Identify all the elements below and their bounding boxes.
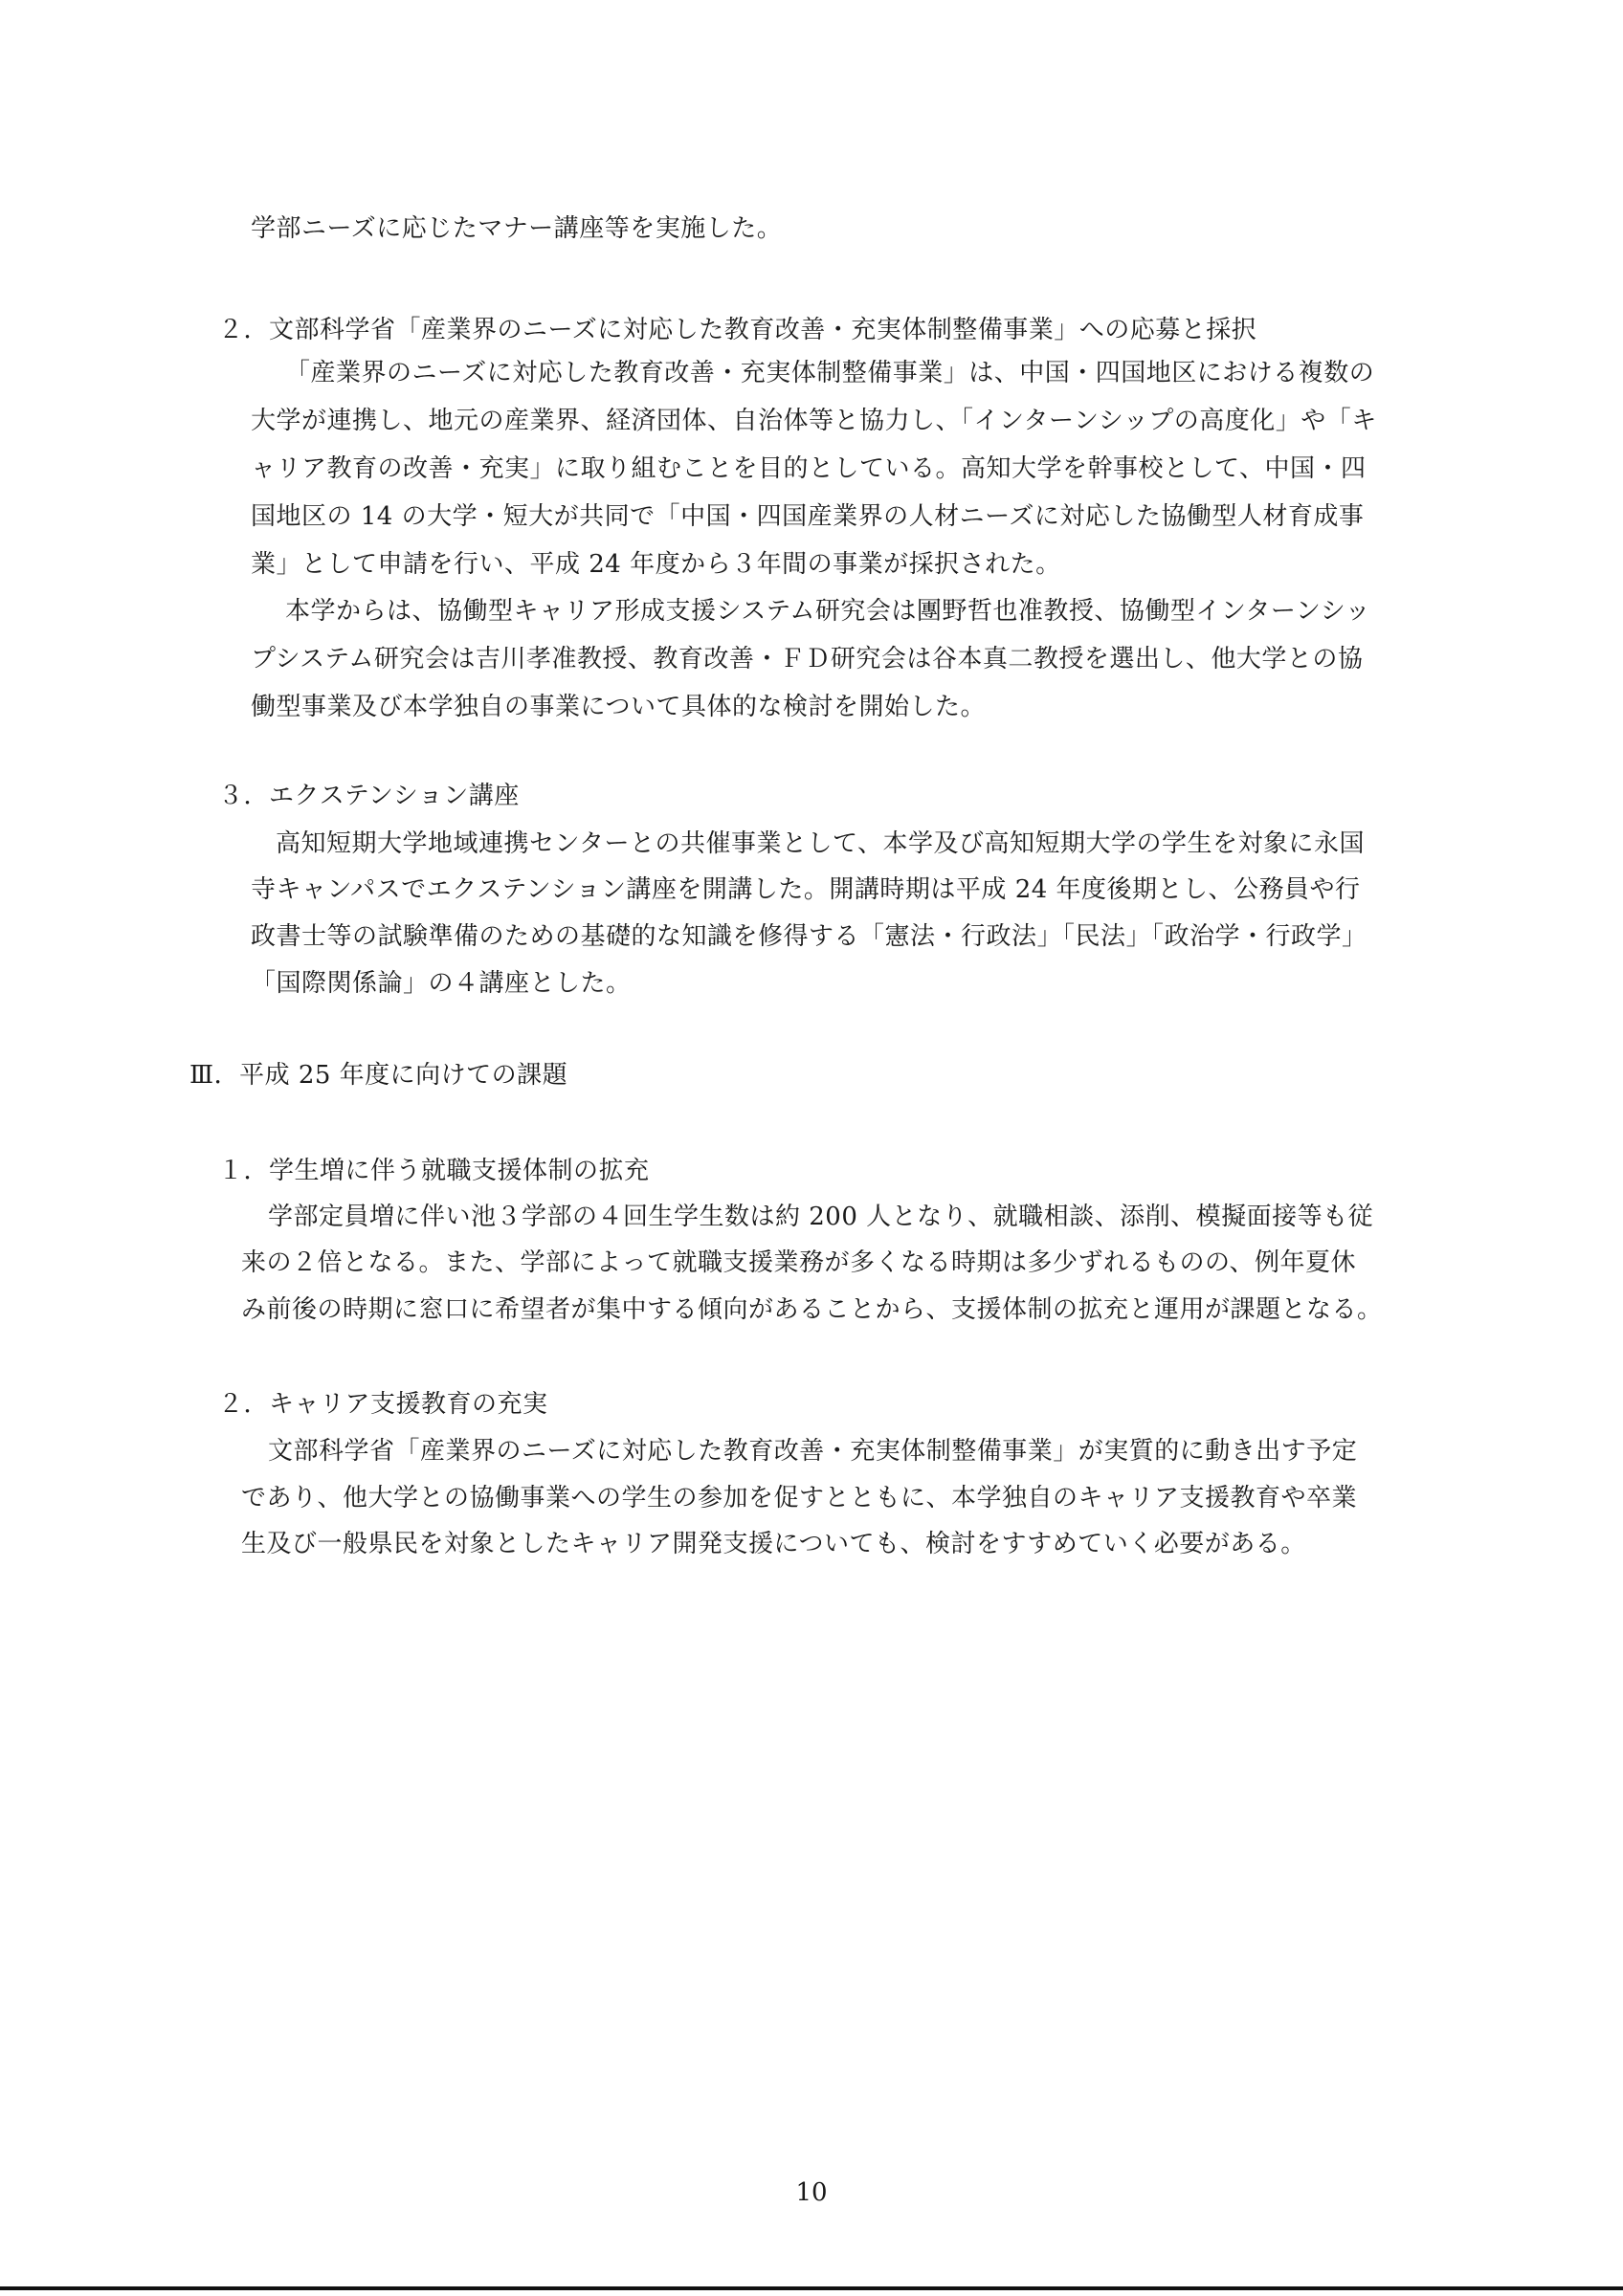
issue-2-paragraph-line: 文部科学省「産業界のニーズに対応した教育改善・充実体制整備事業」が実質的に動き出す予定	[268, 1437, 1358, 1466]
issue-1-heading: １．学生増に伴う就職支援体制の拡充	[218, 1157, 650, 1185]
section-3-paragraph-line: 高知短期大学地域連携センターとの共催事業として、本学及び高知短期大学の学生を対象に永国	[276, 829, 1365, 858]
bottom-rule	[0, 2286, 1623, 2290]
section-3-paragraph-line: 「国際関係論」の４講座とした。	[251, 969, 632, 998]
issue-2-paragraph-line: であり、他大学との協働事業への学生の参加を促すとともに、本学独自のキャリア支援教育や卒業	[241, 1484, 1358, 1512]
section-2-paragraph-1-line: 国地区の 14 の大学・短大が共同で「中国・四国産業界の人材ニーズに対応した協働型人材育成事	[251, 502, 1365, 531]
issue-1-paragraph-line: 学部定員増に伴い池３学部の４回生学生数は約 200 人となり、就職相談、添削、模擬面接等も従	[268, 1203, 1374, 1231]
intro-line: 学部ニーズに応じたマナー講座等を実施した。	[251, 214, 783, 243]
section-3-paragraph-line: 政書士等の試験準備のための基礎的な知識を修得する「憲法・行政法」「民法」「政治学・行政学」	[251, 922, 1367, 951]
section-2-paragraph-1-line: 「産業界のニーズに対応した教育改善・充実体制整備事業」は、中国・四国地区における複数の	[285, 359, 1375, 387]
section-2-heading: ２．文部科学省「産業界のニーズに対応した教育改善・充実体制整備事業」への応募と採択	[218, 316, 1257, 344]
issue-1-paragraph-line: 来の２倍となる。また、学部によって就職支援業務が多くなる時期は多少ずれるものの、例年夏休	[241, 1248, 1356, 1277]
section-3-paragraph-line: 寺キャンパスでエクステンション講座を開講した。開講時期は平成 24 年度後期とし、公務員や行	[251, 875, 1361, 904]
section-2-paragraph-2-line: プシステム研究会は吉川孝准教授、教育改善・ＦＤ研究会は谷本真二教授を選出し、他大学との協	[251, 645, 1364, 673]
section-2-paragraph-2-line: 本学からは、協働型キャリア形成支援システム研究会は團野哲也准教授、協働型インターンシッ	[285, 597, 1371, 626]
issue-2-heading: ２．キャリア支援教育の充実	[218, 1390, 548, 1419]
chapter-3-heading: Ⅲ．平成 25 年度に向けての課題	[189, 1061, 568, 1090]
section-2-paragraph-1-line: 大学が連携し、地元の産業界、経済団体、自治体等と協力し、「インターンシップの高度化」や「キ	[251, 407, 1377, 435]
section-2-paragraph-1-line: 業」として申請を行い、平成 24 年度から３年間の事業が採択された。	[251, 550, 1061, 579]
page-number: 10	[795, 2178, 828, 2207]
section-3-heading: ３．エクステンション講座	[218, 782, 520, 810]
section-2-paragraph-2-line: 働型事業及び本学独自の事業について具体的な検討を開始した。	[251, 693, 986, 721]
issue-2-paragraph-line: 生及び一般県民を対象としたキャリア開発支援についても、検討をすすめていく必要がある。	[241, 1530, 1306, 1558]
section-2-paragraph-1-line: ャリア教育の改善・充実」に取り組むことを目的としている。高知大学を幹事校として、中国・四	[251, 454, 1367, 483]
issue-1-paragraph-line: み前後の時期に窓口に希望者が集中する傾向があることから、支援体制の拡充と運用が課題となる。	[241, 1295, 1383, 1324]
